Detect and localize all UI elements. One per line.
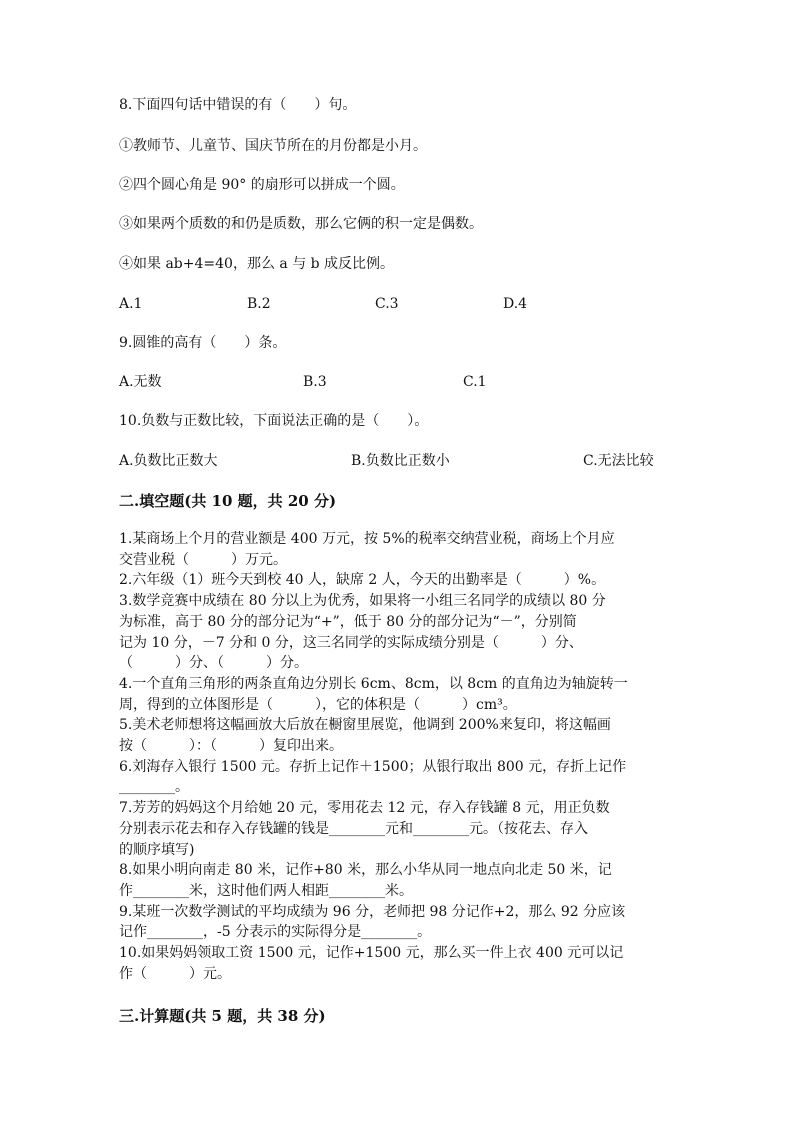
question-8-statement-4: ④如果 ab+4=40，那么 a 与 b 成反比例。 xyxy=(119,256,395,272)
question-8-option-d: D.4 xyxy=(503,296,528,312)
fill-line: 交营业税（ ）万元。 xyxy=(119,551,287,568)
question-8-statement-3: ③如果两个质数的和仍是质数，那么它俩的积一定是偶数。 xyxy=(119,216,483,232)
section-2-heading: 二.填空题(共 10 题，共 20 分) xyxy=(119,492,337,510)
question-10-stem: 10.负数与正数比较，下面说法正确的是（ ）。 xyxy=(119,413,429,429)
question-9-option-c: C.1 xyxy=(463,374,487,390)
section-3-heading: 三.计算题(共 5 题，共 38 分) xyxy=(119,1007,326,1025)
question-8-option-b: B.2 xyxy=(247,296,271,312)
fill-line: 6.刘海存入银行 1500 元。存折上记作＋1500；从银行取出 800 元，存折上记作 xyxy=(119,758,627,775)
fill-line: 作（ ）元。 xyxy=(119,965,231,982)
fill-line: 记作________，-5 分表示的实际得分是________。 xyxy=(119,924,432,941)
fill-line: （ ）分、（ ）分。 xyxy=(119,655,308,672)
fill-line: 10.如果妈妈领取工资 1500 元，记作+1500 元，那么买一件上衣 400 元可以记 xyxy=(119,945,624,962)
fill-line: 周，得到的立体图形是（ ），它的体积是（ ）cm³。 xyxy=(119,696,517,713)
question-8-statement-1: ①教师节、儿童节、国庆节所在的月份都是小月。 xyxy=(119,138,427,154)
fill-line: 1.某商场上个月的营业额是 400 万元，按 5%的税率交纳营业税，商场上个月应 xyxy=(119,531,615,547)
fill-line: 作________米，这时他们两人相距________米。 xyxy=(119,882,413,899)
question-9-option-b: B.3 xyxy=(303,374,327,390)
question-9-option-a: A.无数 xyxy=(119,374,162,390)
question-10-option-a: A.负数比正数大 xyxy=(119,453,218,469)
fill-line: ________。 xyxy=(119,779,189,796)
fill-line: 记为 10 分，－7 分和 0 分，这三名同学的实际成绩分别是（ ）分、 xyxy=(119,634,583,651)
fill-line: 5.美术老师想将这幅画放大后放在橱窗里展览，他调到 200%来复印，将这幅画 xyxy=(119,717,611,734)
fill-line: 4.一个直角三角形的两条直角边分别长 6cm、8cm，以 8cm 的直角边为轴旋转一 xyxy=(119,675,628,692)
fill-line: 分别表示花去和存入存钱罐的钱是________元和________元。（按花去、存入 xyxy=(119,820,588,837)
question-10-option-b: B.负数比正数小 xyxy=(351,453,450,469)
question-8-option-c: C.3 xyxy=(375,296,399,312)
question-8-stem: 8.下面四句话中错误的有（ ）句。 xyxy=(119,97,357,113)
question-10-option-c: C.无法比较 xyxy=(583,453,654,469)
question-9-stem: 9.圆锥的高有（ ）条。 xyxy=(119,335,287,351)
fill-line: 9.某班一次数学测试的平均成绩为 96 分，老师把 98 分记作+2，那么 92 分应该 xyxy=(119,903,626,920)
fill-in-questions xyxy=(119,529,679,984)
fill-line: 2.六年级（1）班今天到校 40 人，缺席 2 人，今天的出勤率是（ ）%。 xyxy=(119,572,606,589)
question-8-option-a: A.1 xyxy=(119,296,143,312)
fill-line: 3.数学竞赛中成绩在 80 分以上为优秀，如果将一小组三名同学的成绩以 80 分 xyxy=(119,593,606,610)
fill-line: 的顺序填写) xyxy=(119,841,195,858)
fill-line: 按（ ）：（ ）复印出来。 xyxy=(119,738,343,755)
fill-line: 7.芳芳的妈妈这个月给她 20 元，零用花去 12 元，存入存钱罐 8 元，用正负数 xyxy=(119,800,610,817)
question-8-statement-2: ②四个圆心角是 90° 的扇形可以拼成一个圆。 xyxy=(119,177,405,193)
fill-line: 8.如果小明向南走 80 米，记作+80 米，那么小华从同一地点向北走 50 米，记 xyxy=(119,862,612,879)
fill-line: 为标准，高于 80 分的部分记为“+”，低于 80 分的部分记为“－”，分别简 xyxy=(119,613,577,630)
